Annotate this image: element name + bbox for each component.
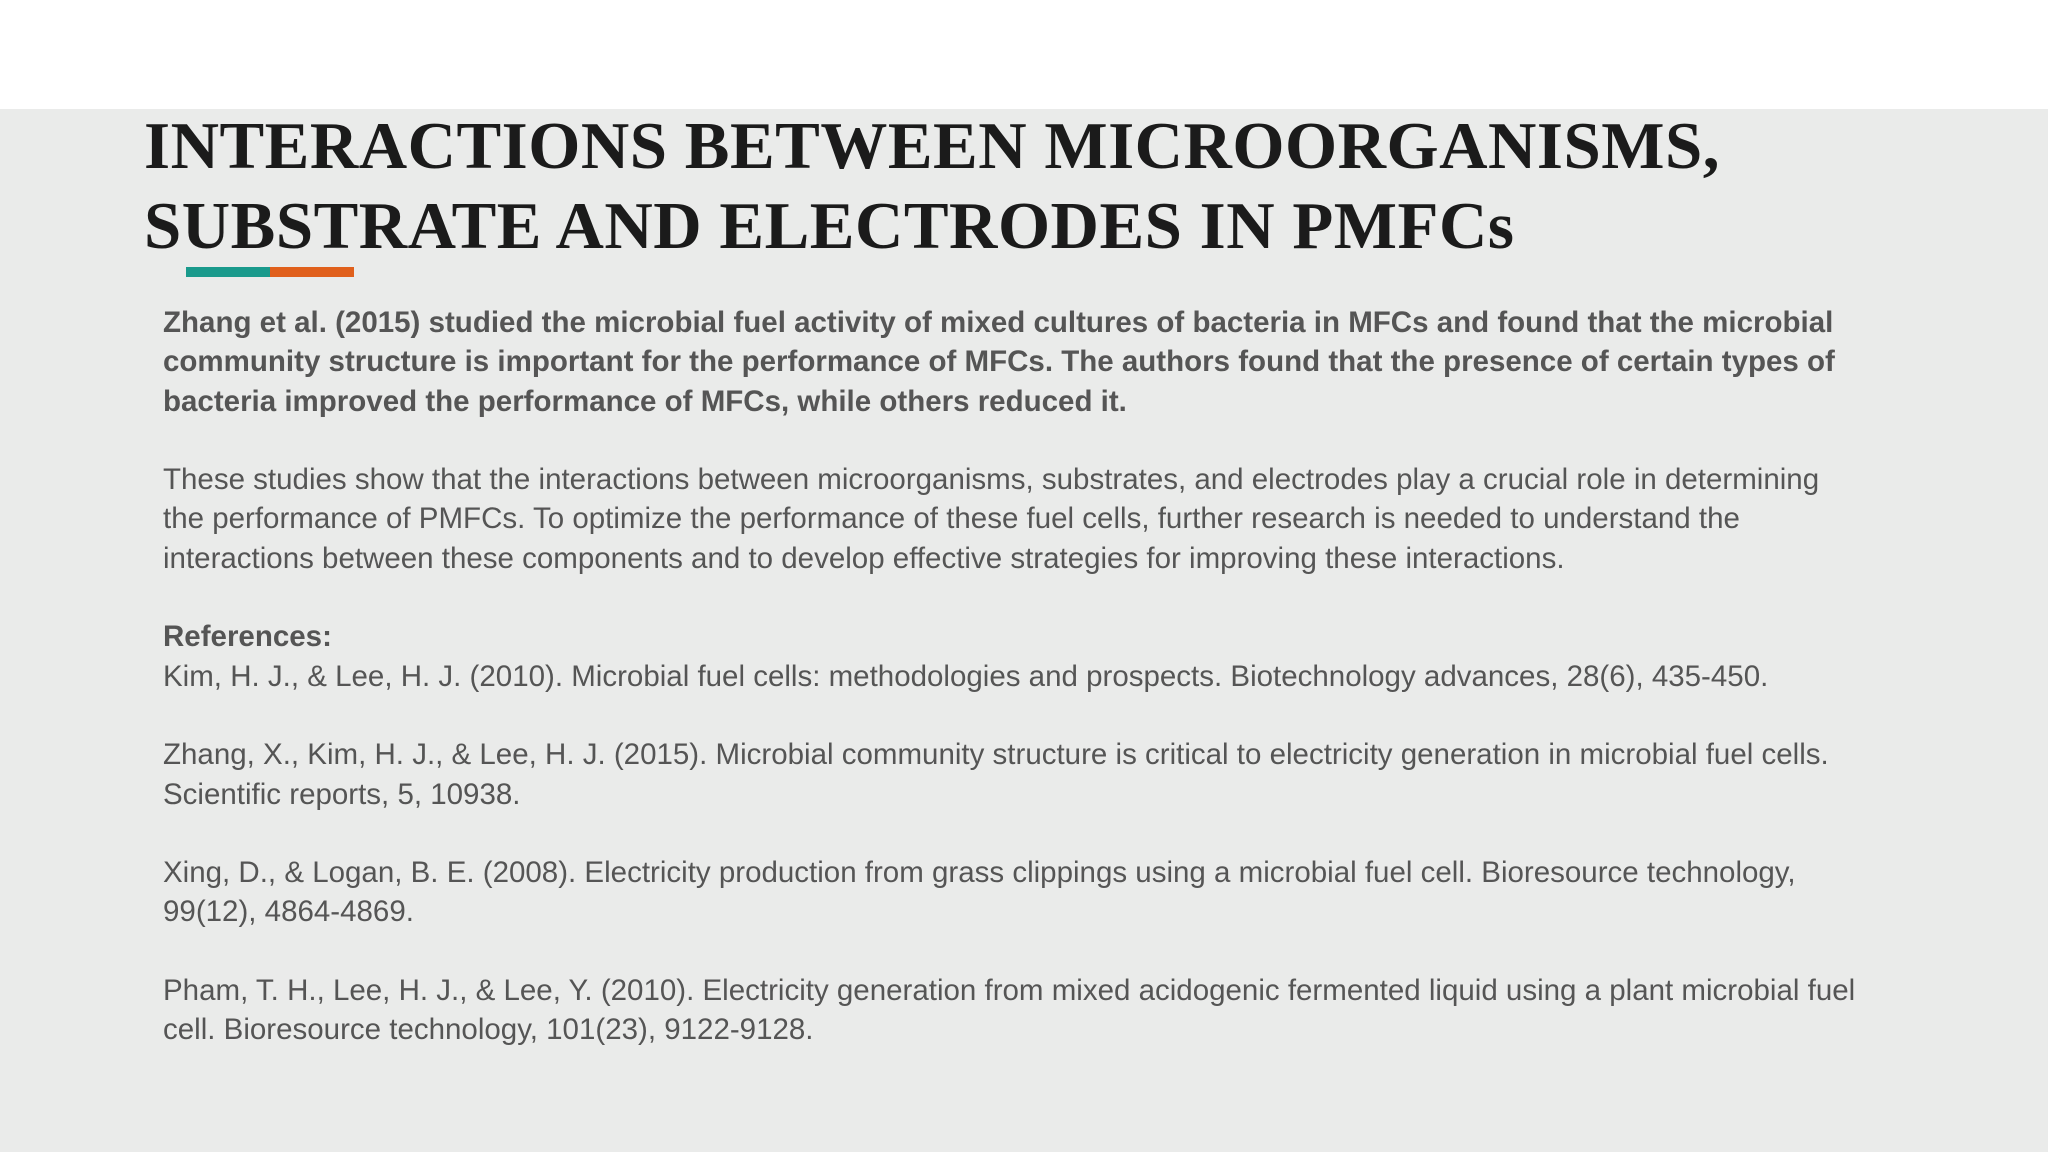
slide-title (144, 106, 1944, 266)
reference-item-4: Pham, T. H., Lee, H. J., & Lee, Y. (2010). Electricity generation from mixed acidogenic fermented liquid using a plant microbial fuel cell. Bioresource technology, 101(23), 9122-9128. (163, 974, 1856, 1047)
slide-body (163, 303, 1863, 1089)
reference-item-1: Kim, H. J., & Lee, H. J. (2010). Microbial fuel cells: methodologies and prospects. Biotechnology advances, 28(6), 435-450. (163, 659, 1769, 693)
slide-title-line-2: SUBSTRATE AND ELECTRODES IN PMFCs (144, 189, 1515, 263)
reference-item-3: Xing, D., & Logan, B. E. (2008). Electricity production from grass clippings using a microbial fuel cell. Bioresource technology, 99(12), 4864-4869. (163, 856, 1796, 929)
slide-title-line-1: INTERACTIONS BETWEEN MICROORGANISMS, (144, 109, 1721, 183)
references-heading: References: (163, 620, 332, 654)
paragraph-zhang-study: Zhang et al. (2015) studied the microbial fuel activity of mixed cultures of bacteria in MFCs and found that the microbial community structure is important for the performance of MFCs. The authors found that the presence of certain types of bacteria improved the performance of MFCs, while others reduced it. (163, 306, 1835, 418)
title-accent-orange (270, 267, 354, 277)
title-accent-teal (186, 267, 270, 277)
slide-top-band (0, 0, 2048, 109)
paragraph-conclusion: These studies show that the interactions between microorganisms, substrates, and electrodes play a crucial role in determining the performance of PMFCs. To optimize the performance of these fuel cells, further research is needed to understand the interactions between these components and to develop effective strategies for improving these interactions. (163, 463, 1820, 575)
reference-item-2: Zhang, X., Kim, H. J., & Lee, H. J. (2015). Microbial community structure is critical to electricity generation in microbial fuel cells. Scientific reports, 5, 10938. (163, 738, 1829, 811)
